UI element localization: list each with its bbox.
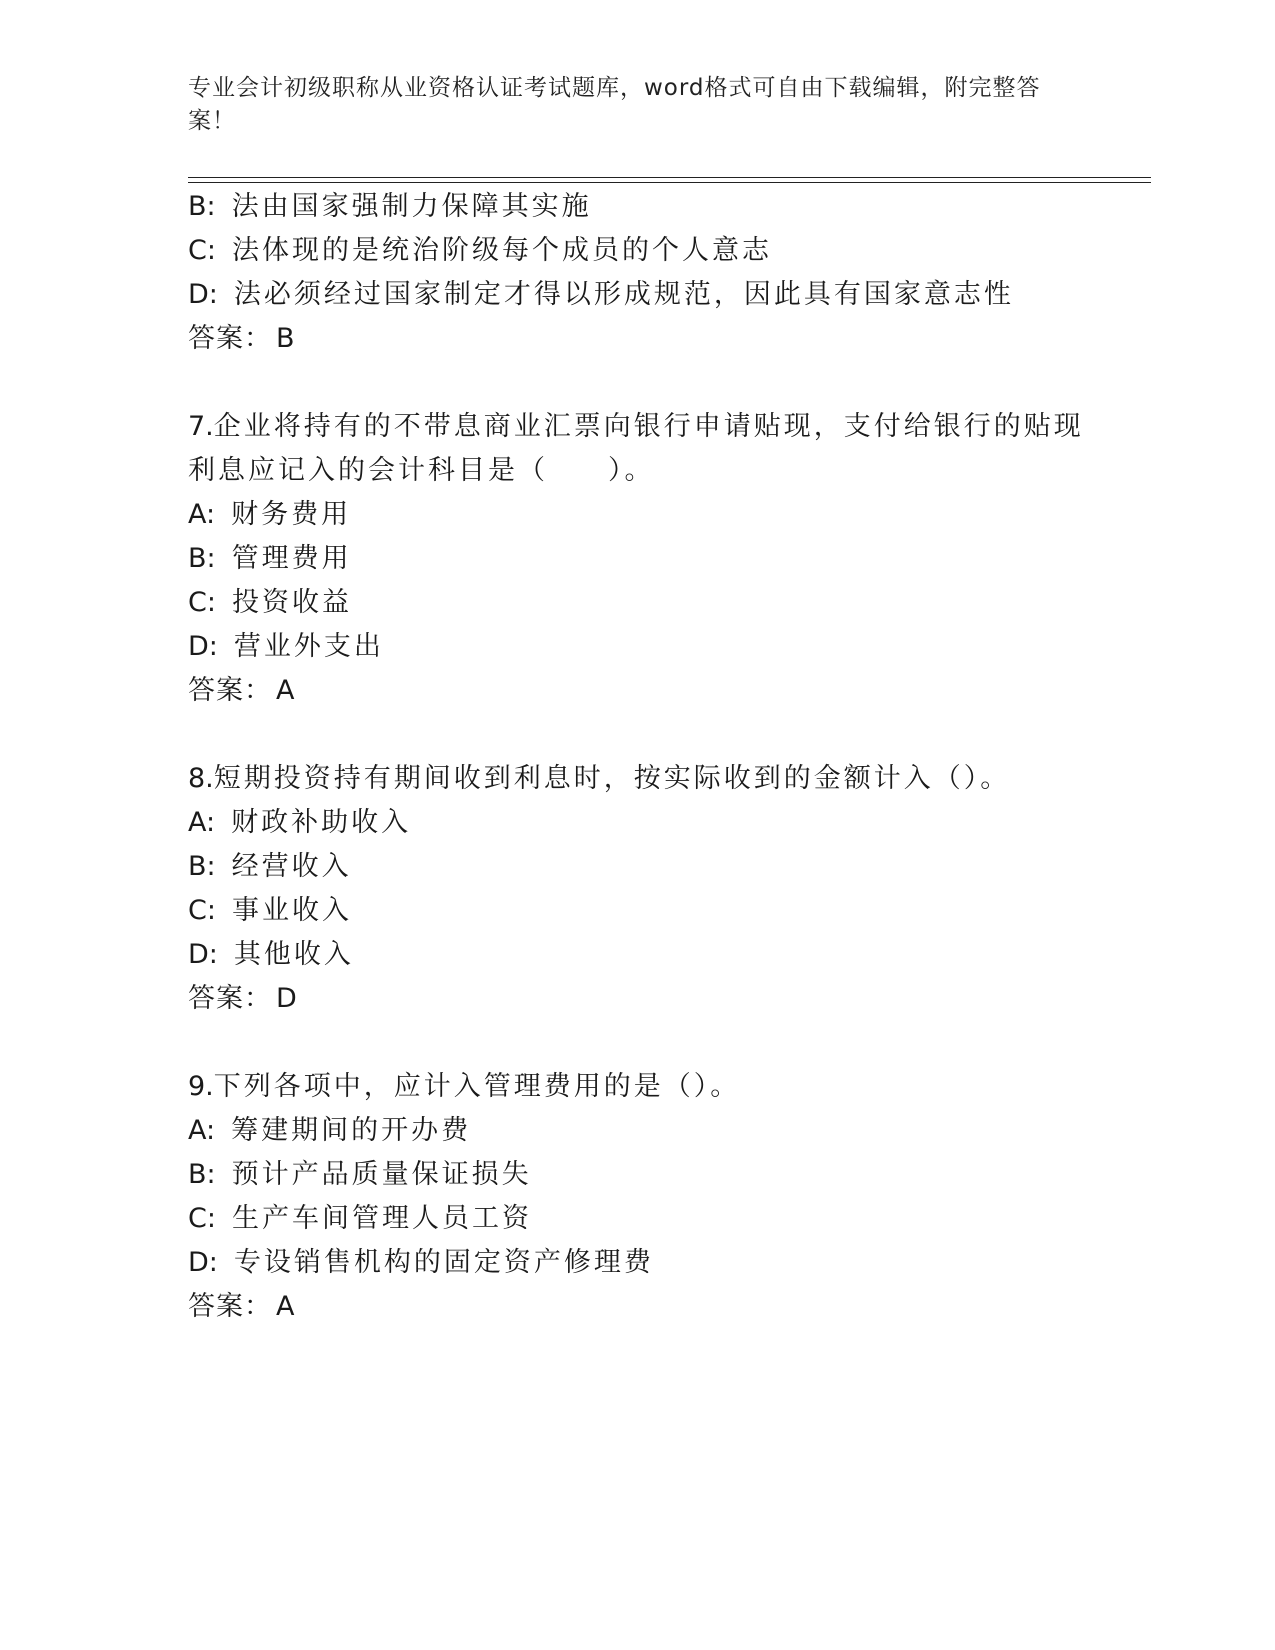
q9-option-c bbox=[188, 1201, 532, 1237]
option-text: 经营收入 bbox=[231, 851, 352, 882]
document-header bbox=[188, 72, 1068, 138]
answer-value: B bbox=[276, 323, 296, 354]
header-line-1: 专业会计初级职称从业资格认证考试题库，word格式可自由下载编辑，附完整答 bbox=[188, 75, 1041, 101]
option-letter: C: bbox=[188, 1203, 216, 1234]
header-divider-bottom bbox=[188, 182, 1151, 183]
option-letter: C: bbox=[188, 895, 216, 926]
option-letter: A: bbox=[188, 807, 216, 838]
option-letter: B: bbox=[188, 1159, 216, 1190]
option-letter: B: bbox=[188, 851, 216, 882]
option-text: 预计产品质量保证损失 bbox=[231, 1159, 532, 1190]
option-text: 法体现的是统治阶级每个成员的个人意志 bbox=[231, 235, 772, 266]
option-letter: D: bbox=[188, 939, 218, 970]
question-stem: 下列各项中，应计入管理费用的是（）。 bbox=[213, 1071, 741, 1102]
option-text: 专设销售机构的固定资产修理费 bbox=[233, 1247, 654, 1278]
q8-answer bbox=[188, 981, 298, 1017]
option-letter: A: bbox=[188, 499, 216, 530]
option-letter: B: bbox=[188, 191, 216, 222]
q6-option-d bbox=[188, 277, 1014, 313]
option-letter: A: bbox=[188, 1115, 216, 1146]
answer-value: D bbox=[276, 983, 298, 1014]
option-letter: B: bbox=[188, 543, 216, 574]
q9-option-d bbox=[188, 1245, 654, 1281]
option-text: 营业外支出 bbox=[233, 631, 384, 662]
question-number: 8. bbox=[188, 763, 214, 794]
option-letter: C: bbox=[188, 235, 216, 266]
answer-label: 答案： bbox=[188, 675, 272, 706]
q6-answer bbox=[188, 321, 296, 357]
q7-answer bbox=[188, 673, 295, 709]
answer-label: 答案： bbox=[188, 1291, 272, 1322]
q8-stem-line-1 bbox=[188, 761, 1010, 797]
q9-option-a bbox=[188, 1113, 471, 1149]
q6-option-c bbox=[188, 233, 772, 269]
option-letter: C: bbox=[188, 587, 216, 618]
answer-label: 答案： bbox=[188, 323, 272, 354]
option-letter: D: bbox=[188, 1247, 218, 1278]
header-divider-top bbox=[188, 177, 1151, 178]
q8-option-b bbox=[188, 849, 352, 885]
q8-option-d bbox=[188, 937, 354, 973]
option-text: 事业收入 bbox=[231, 895, 352, 926]
q7-stem-line-2 bbox=[188, 453, 655, 489]
question-stem: 企业将持有的不带息商业汇票向银行申请贴现，支付给银行的贴现 bbox=[213, 411, 1084, 442]
option-letter: D: bbox=[188, 631, 218, 662]
q8-option-a bbox=[188, 805, 411, 841]
option-letter: D: bbox=[188, 279, 218, 310]
option-text: 筹建期间的开办费 bbox=[231, 1115, 472, 1146]
question-stem: 短期投资持有期间收到利息时，按实际收到的金额计入（）。 bbox=[213, 763, 1011, 794]
question-number: 7. bbox=[188, 411, 214, 442]
header-line-2: 案！ bbox=[188, 108, 236, 134]
q7-option-d bbox=[188, 629, 384, 665]
q6-option-b bbox=[188, 189, 592, 225]
option-text: 财政补助收入 bbox=[231, 807, 412, 838]
option-text: 生产车间管理人员工资 bbox=[231, 1203, 532, 1234]
q7-option-b bbox=[188, 541, 352, 577]
question-number: 9. bbox=[188, 1071, 214, 1102]
q8-option-c bbox=[188, 893, 352, 929]
option-text: 法由国家强制力保障其实施 bbox=[231, 191, 592, 222]
answer-value: A bbox=[276, 675, 296, 706]
question-stem-continued: 利息应记入的会计科目是（ ）。 bbox=[188, 455, 655, 486]
q9-option-b bbox=[188, 1157, 532, 1193]
q9-answer bbox=[188, 1289, 295, 1325]
q7-option-a bbox=[188, 497, 351, 533]
q7-option-c bbox=[188, 585, 352, 621]
answer-value: A bbox=[276, 1291, 296, 1322]
option-text: 投资收益 bbox=[231, 587, 352, 618]
option-text: 财务费用 bbox=[231, 499, 352, 530]
option-text: 法必须经过国家制定才得以形成规范，因此具有国家意志性 bbox=[233, 279, 1014, 310]
answer-label: 答案： bbox=[188, 983, 272, 1014]
option-text: 其他收入 bbox=[233, 939, 354, 970]
q9-stem-line-1 bbox=[188, 1069, 740, 1105]
q7-stem-line-1 bbox=[188, 409, 1084, 445]
option-text: 管理费用 bbox=[231, 543, 352, 574]
